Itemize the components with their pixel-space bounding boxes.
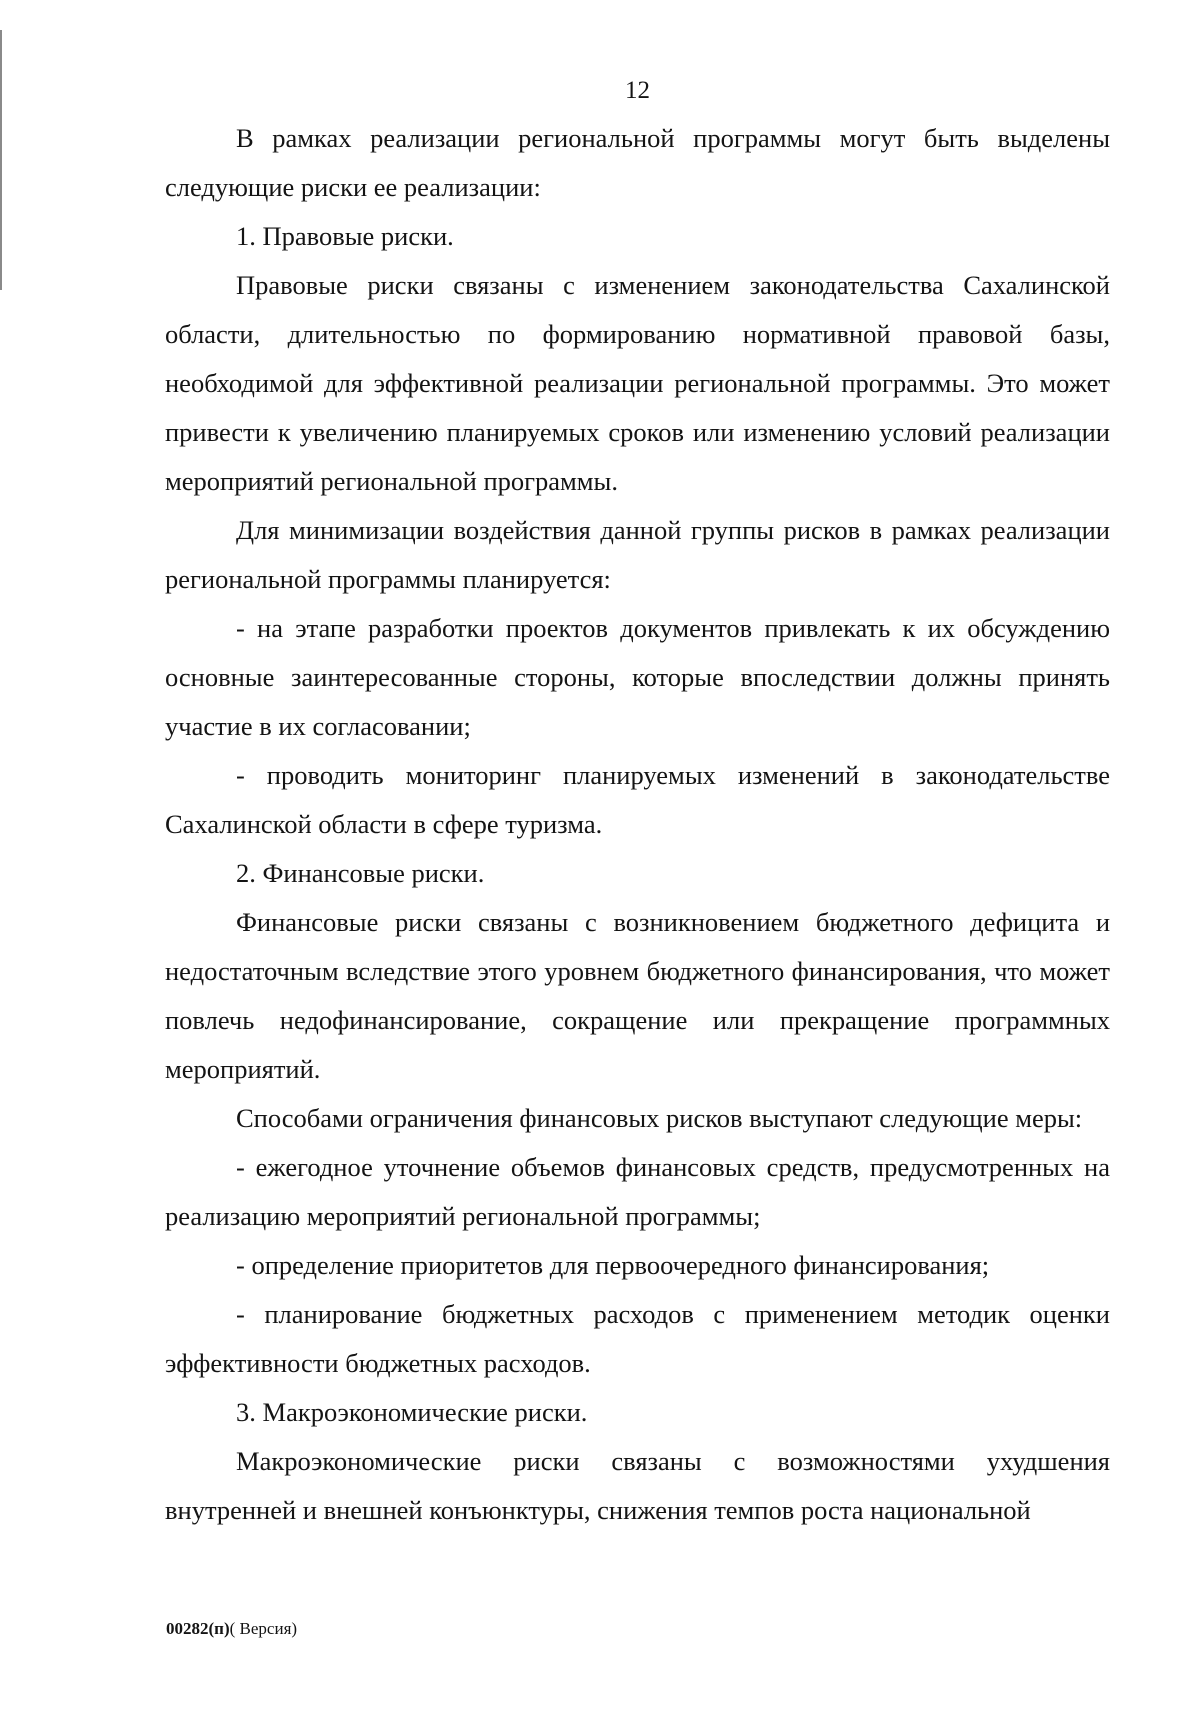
heading-legal-risks: 1. Правовые риски. xyxy=(236,221,454,251)
document-footer xyxy=(166,1617,297,1641)
document-body xyxy=(165,114,1110,1535)
list-item-financial-2: - определение приоритетов для первоочередного финансирования; xyxy=(236,1250,990,1280)
footer-version: ( Версия) xyxy=(229,1619,298,1638)
list-item-financial-3: - планирование бюджетных расходов с применением методик оценки эффективности бюджетных расходов. xyxy=(165,1299,1110,1378)
list-item-legal-1: - на этапе разработки проектов документов привлекать к их обсуждению основные заинтересованные стороны, которые впоследствии должны принять участие в их согласовании; xyxy=(165,613,1110,741)
heading-financial-risks: 2. Финансовые риски. xyxy=(236,858,485,888)
footer-code: 00282(п) xyxy=(166,1619,230,1638)
paragraph-financial-risks: Финансовые риски связаны с возникновением бюджетного дефицита и недостаточным вследствие этого уровнем бюджетного финансирования, что может повлечь недофинансирование, сокращение или прекращение программных мероприятий. xyxy=(165,907,1110,1084)
paragraph-intro: В рамках реализации региональной программы могут быть выделены следующие риски ее реализации: xyxy=(165,123,1110,202)
list-item-legal-2: - проводить мониторинг планируемых изменений в законодательстве Сахалинской области в сфере туризма. xyxy=(165,760,1110,839)
paragraph-macro-risks: Макроэкономические риски связаны с возможностями ухудшения внутренней и внешней конъюнктуры, снижения темпов роста национальной xyxy=(165,1446,1110,1525)
heading-macro-risks: 3. Макроэкономические риски. xyxy=(236,1397,588,1427)
paragraph-financial-measures: Способами ограничения финансовых рисков выступают следующие меры: xyxy=(236,1103,1083,1133)
scan-edge-line xyxy=(0,30,2,290)
paragraph-legal-mitigation: Для минимизации воздействия данной группы рисков в рамках реализации региональной программы планируется: xyxy=(165,515,1110,594)
list-item-financial-1: - ежегодное уточнение объемов финансовых средств, предусмотренных на реализацию мероприятий региональной программы; xyxy=(165,1152,1110,1231)
paragraph-legal-risks: Правовые риски связаны с изменением законодательства Сахалинской области, длительностью по формированию нормативной правовой базы, необходимой для эффективной реализации региональной программы. Это может привести к увеличению планируемых сроков или изменению условий реализации мероприятий региональной программы. xyxy=(165,270,1110,496)
page-number: 12 xyxy=(625,77,650,104)
